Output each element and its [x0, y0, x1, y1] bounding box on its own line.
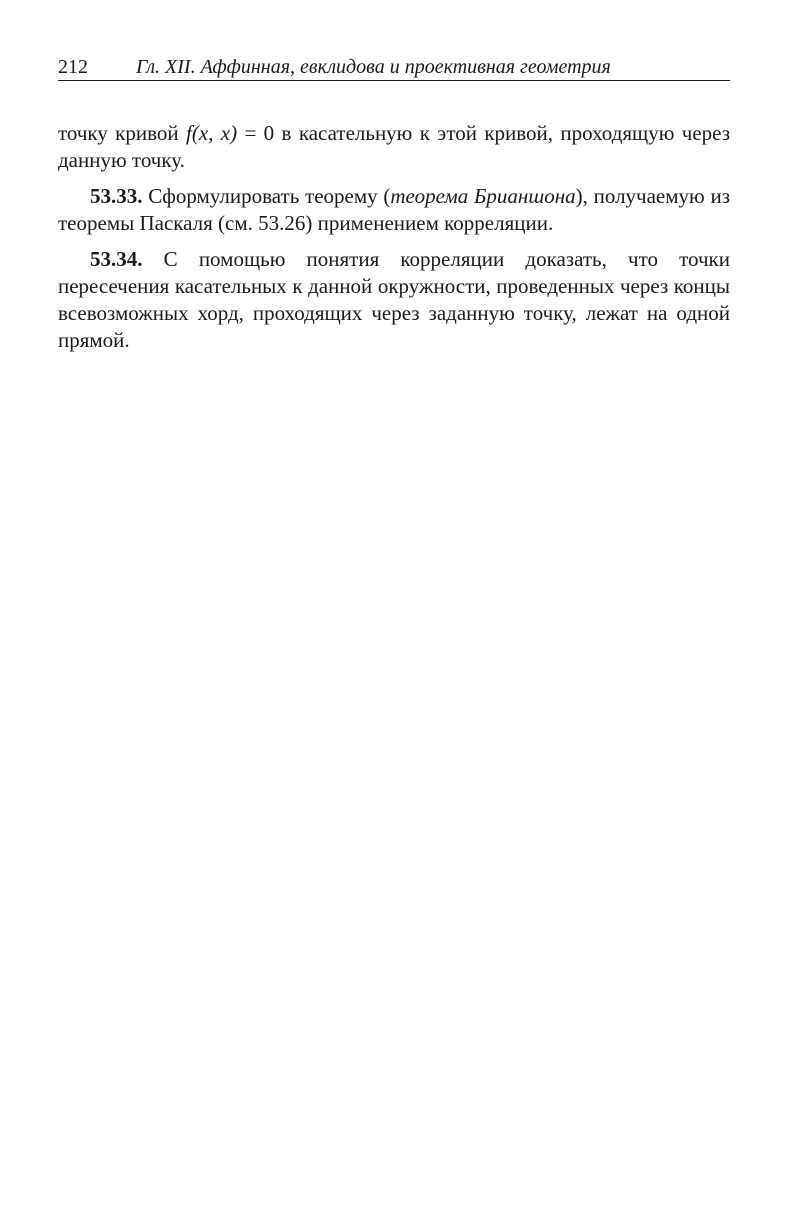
problem-number: 53.33. — [90, 184, 143, 208]
page-header — [58, 54, 730, 81]
page-number: 212 — [58, 56, 88, 78]
continuation-text-before: точку кривой — [58, 121, 187, 145]
problem-text-before: Сформулировать теорему ( — [142, 184, 391, 208]
continuation-paragraph — [58, 120, 730, 174]
theorem-name: теорема Брианшона — [390, 184, 576, 208]
problem-text-after: ), получаемую из теоремы Паскаля (см. 53.26) применением корреляции. — [58, 184, 731, 235]
math-expression — [186, 121, 274, 145]
problem-text: С помощью понятия корреляции доказать, что точки пересечения касательных к данной окружности, проведенных через концы всевозможных хорд, проходящих через заданную точку, лежат на одной прямой. — [58, 247, 730, 352]
problem-53-33 — [58, 183, 730, 237]
problem-number: 53.34. — [90, 247, 143, 271]
page-body — [58, 120, 730, 363]
continuation-text-after: в касательную к этой кривой, проходящую через данную точку. — [58, 121, 731, 172]
math-equality: = 0 — [237, 121, 275, 145]
math-function: f — [186, 121, 192, 145]
running-title: Гл. XII. Аффинная, евклидова и проективная геометрия — [136, 56, 611, 78]
problem-53-34 — [58, 246, 730, 354]
math-arguments: (x, x) — [191, 121, 238, 145]
